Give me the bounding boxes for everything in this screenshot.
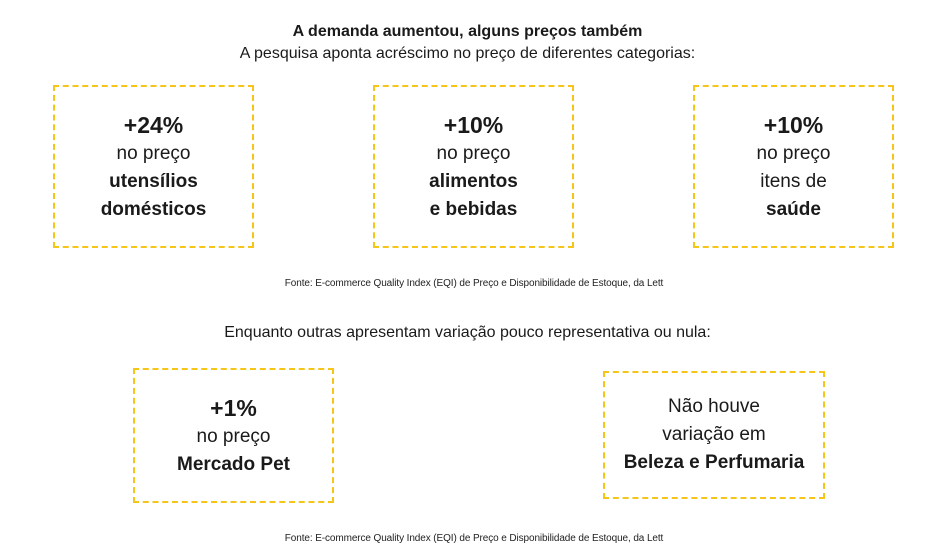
source-note-bottom: Fonte: E-commerce Quality Index (EQI) de Preço e Disponibilidade de Estoque, da Lett xyxy=(284,533,664,544)
stat-card-mercado-pet xyxy=(133,368,334,503)
stat-percent: +10% xyxy=(763,111,824,138)
stat-label: no preço xyxy=(116,142,191,164)
source-note-top: Fonte: E-commerce Quality Index (EQI) de Preço e Disponibilidade de Estoque, da Lett xyxy=(284,278,664,289)
section-heading: Enquanto outras apresentam variação pouco representativa ou nula: xyxy=(224,324,711,341)
stat-percent: +24% xyxy=(123,111,184,138)
stat-card-alimentos xyxy=(373,85,574,248)
stat-card-saude xyxy=(693,85,894,248)
stat-label: no preço xyxy=(756,142,831,164)
page-subtitle: A pesquisa aponta acréscimo no preço de diferentes categorias: xyxy=(239,45,696,62)
stat-category-line2: saúde xyxy=(766,198,821,220)
stat-category: Beleza e Perfumaria xyxy=(623,452,805,473)
stat-category-line1: utensílios xyxy=(109,170,198,192)
page-title: A demanda aumentou, alguns preços também xyxy=(292,23,643,40)
stat-label: no preço xyxy=(436,142,511,164)
stat-line1: Não houve xyxy=(668,396,760,417)
stat-card-utensilios xyxy=(53,85,254,248)
stat-percent: +10% xyxy=(443,111,504,138)
stat-card-beleza xyxy=(603,371,825,499)
stat-category-line1: alimentos xyxy=(429,170,518,192)
stat-category-line1: itens de xyxy=(760,170,827,192)
stat-category-line2: domésticos xyxy=(100,198,207,220)
stat-category: Mercado Pet xyxy=(177,453,290,475)
stat-line2: variação em xyxy=(662,424,766,445)
stat-label: no preço xyxy=(196,425,271,447)
stat-category-line2: e bebidas xyxy=(429,198,518,220)
stat-percent: +1% xyxy=(210,394,257,421)
